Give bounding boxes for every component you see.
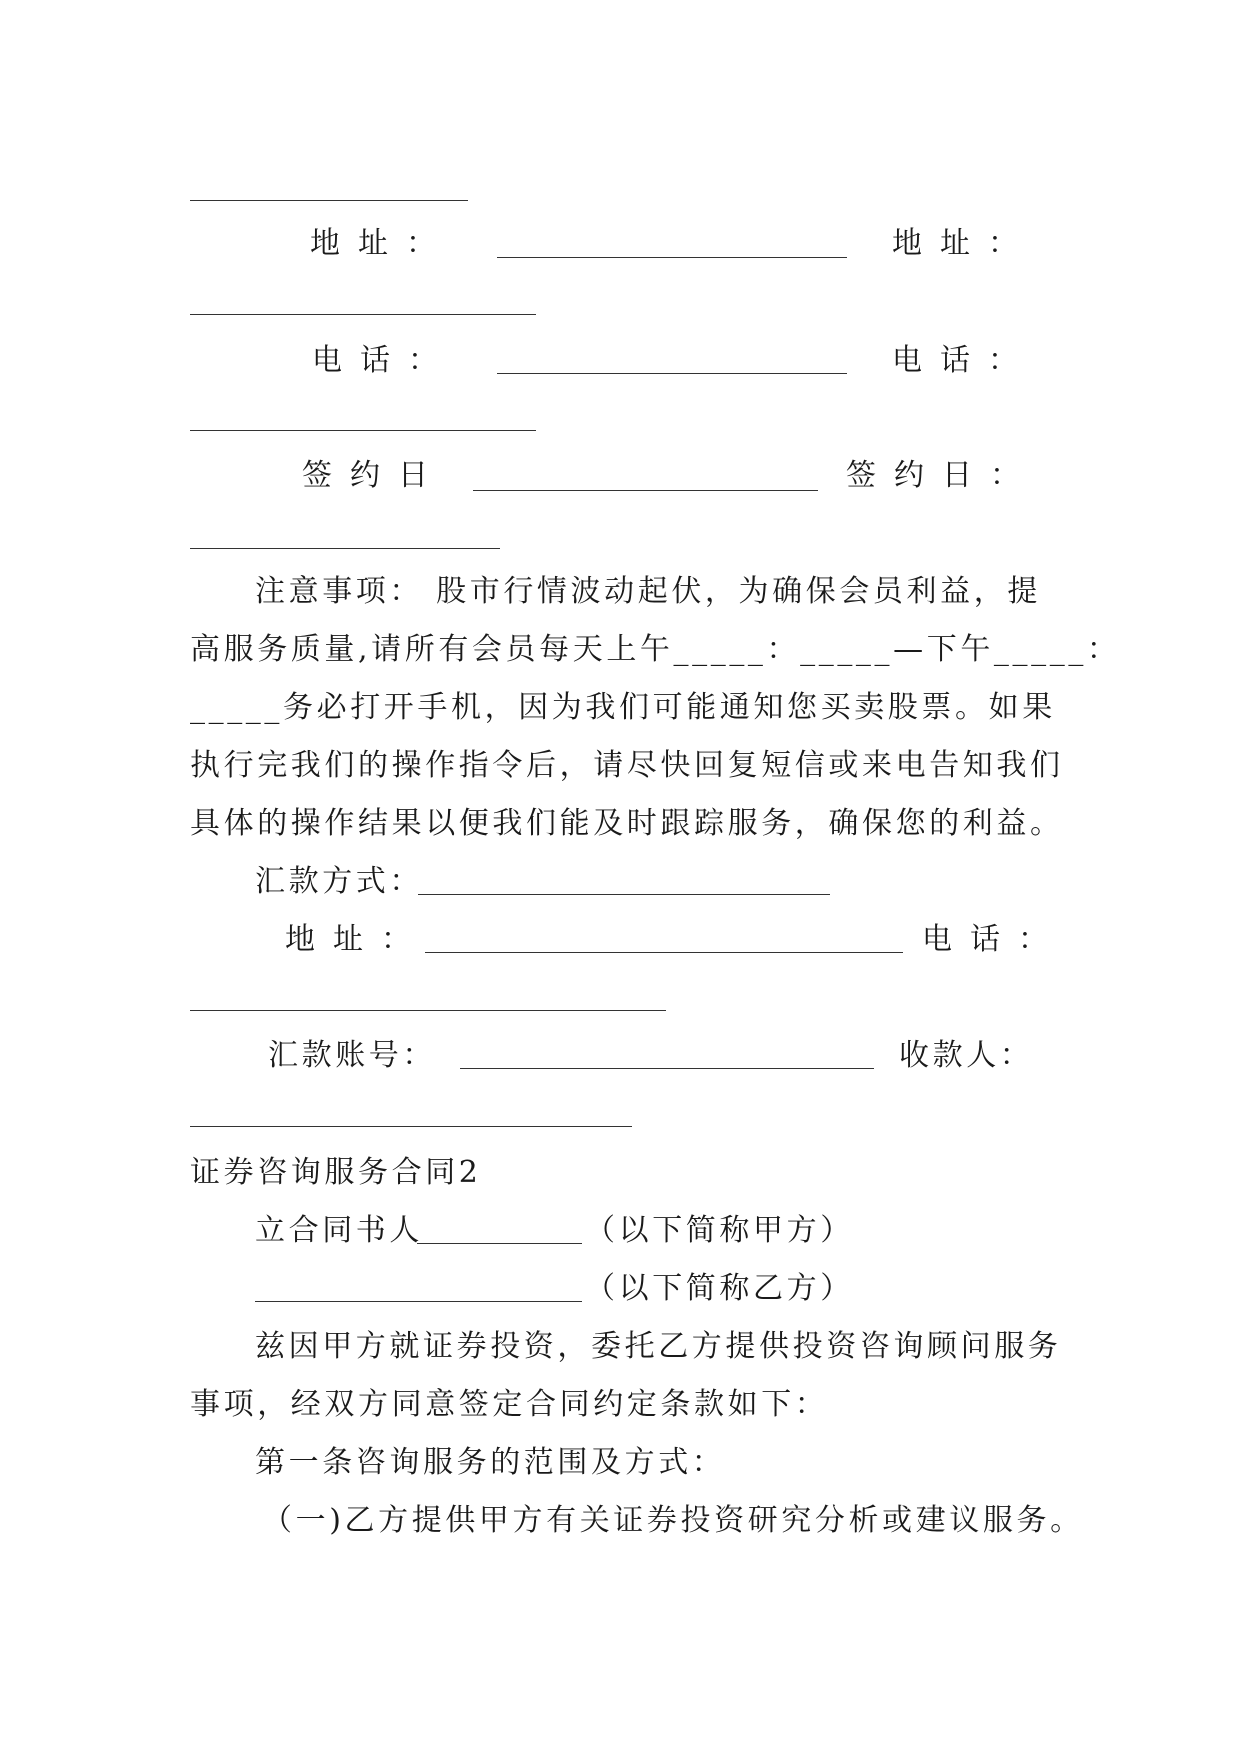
signdate-label-right: 签约日： [846, 458, 1038, 493]
notice-line: _____务必打开手机，因为我们可能通知您买卖股票。如果 [190, 690, 1056, 725]
blank-line [460, 1068, 874, 1069]
address-label-right: 地址： [892, 226, 1036, 261]
blank-line [190, 548, 500, 549]
remit-payee-label: 收款人： [899, 1038, 1034, 1073]
remit-phone-label: 电话： [922, 922, 1066, 957]
blank-line [190, 1010, 666, 1011]
blank-line [497, 373, 847, 374]
party-a-suffix: （以下简称甲方） [585, 1213, 854, 1248]
blank-line [255, 1301, 582, 1302]
blank-line [497, 257, 847, 258]
blank-line [190, 314, 536, 315]
notice-line: 执行完我们的操作指令后，请尽快回复短信或来电告知我们 [190, 748, 1064, 783]
remit-method-label: 汇款方式： [255, 864, 423, 899]
phone-label-left: 电话： [312, 343, 456, 378]
remit-account-label: 汇款账号： [268, 1038, 436, 1073]
party-b-suffix: （以下简称乙方） [585, 1271, 854, 1306]
blank-line [190, 1126, 632, 1127]
article-heading: 第一条咨询服务的范围及方式： [255, 1445, 726, 1480]
phone-label-right: 电话： [892, 343, 1036, 378]
notice-line: 注意事项： 股市行情波动起伏，为确保会员利益，提 [255, 574, 1041, 609]
blank-line [425, 952, 903, 953]
signdate-label-left: 签约日 [302, 458, 446, 493]
section-title: 证券咨询服务合同2 [190, 1155, 482, 1190]
party-label: 立合同书人 [255, 1213, 423, 1248]
intro-line: 事项，经双方同意签定合同约定条款如下： [190, 1387, 829, 1422]
article-item: （一)乙方提供甲方有关证券投资研究分析或建议服务。 [262, 1503, 1084, 1538]
blank-line [473, 490, 818, 491]
remit-address-label: 地址： [285, 922, 429, 957]
blank-line [417, 1243, 582, 1244]
blank-line [190, 430, 536, 431]
intro-line: 兹因甲方就证券投资，委托乙方提供投资咨询顾问服务 [255, 1329, 1062, 1364]
notice-line: 高服务质量,请所有会员每天上午_____：_____—下午_____： [190, 632, 1121, 667]
blank-line [190, 200, 468, 201]
address-label-left: 地址： [310, 226, 454, 261]
blank-line [418, 894, 830, 895]
notice-line: 具体的操作结果以便我们能及时跟踪服务，确保您的利益。 [190, 806, 1064, 841]
